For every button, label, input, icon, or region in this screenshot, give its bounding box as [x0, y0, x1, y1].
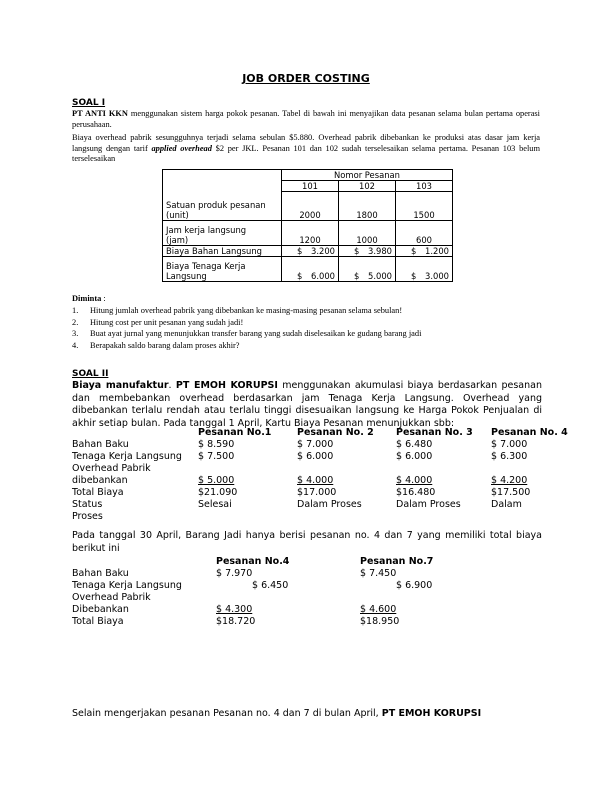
cell-value: 3.200 — [311, 245, 335, 256]
table-cell: $18.720 — [216, 616, 256, 627]
table-cell: $ 6.480 — [396, 439, 433, 450]
diminta-text: Diminta — [72, 294, 102, 303]
row-label: Total Biaya — [72, 616, 124, 627]
table-cell: Dalam Proses — [396, 499, 461, 510]
question-list — [72, 305, 421, 351]
currency-sign: $ — [411, 270, 417, 281]
soal1-para2-italic: applied overhead — [151, 143, 212, 153]
closing-text: Selain mengerjakan pesanan Pesanan no. 4 dan 7 di bulan April, — [72, 708, 379, 719]
soal2-lead: Biaya manufaktur — [72, 380, 169, 391]
row-label: Biaya Bahan Langsung — [163, 245, 282, 256]
april-paragraph: Pada tanggal 30 April, Barang Jadi hanya berisi pesanan no. 4 dan 7 yang memiliki total biaya berikut ini — [72, 530, 542, 554]
row-label-line2: Langsung — [166, 270, 207, 281]
cell-value: 3.000 — [425, 270, 449, 281]
item-number: 1. — [72, 306, 79, 315]
list-item — [72, 305, 421, 317]
soal2-para-text: menggunakan akumulasi biaya berdasarkan pesanan dan membebankan overhead berdasarkan jam Tenaga Kerja Langsung. Overhead yang dibebankan terlalu rendah atau terlalu tinggi disesuaikan langsung ke Harga Pokok Penjualan di akhir setiap bulan. Pada tanggal 1 April, Kartu Biaya Pesanan menunjukkan sbb: — [72, 380, 542, 429]
row-label: Bahan Baku — [72, 568, 129, 579]
table-cell: $ 4.000 — [396, 475, 433, 486]
soal1-heading: SOAL I — [72, 98, 106, 108]
table-cell: $ 4.300 — [216, 604, 253, 615]
row-label-line2: (jam) — [166, 234, 189, 245]
closing-company: PT EMOH KORUPSI — [381, 708, 482, 719]
page-title: JOB ORDER COSTING — [242, 72, 370, 85]
table-cell: $ 4.600 — [360, 604, 397, 615]
table-group-header: Nomor Pesanan — [282, 170, 453, 181]
row-label: Total Biaya — [72, 487, 124, 498]
cell-value: 6.000 — [311, 270, 335, 281]
table-cell: $ 6.000 — [297, 451, 334, 462]
item-text: Hitung jumlah overhead pabrik yang dibebankan ke masing-masing pesanan selama sebulan! — [90, 306, 403, 315]
row-label: Overhead Pabrik — [72, 592, 151, 603]
soal1-para2-post: $2 per JKL. Pesanan 101 dan 102 sudah terselesaikan selama pertama. Pesanan 103 belum terselesaikan — [72, 143, 541, 163]
row-label: Proses — [72, 511, 103, 522]
table-cell — [282, 245, 339, 256]
table-cell: $ 6.450 — [252, 580, 289, 591]
list-item — [72, 340, 421, 352]
table-cell: $ 6.300 — [491, 451, 528, 462]
table-cell — [282, 256, 339, 281]
soal2-paragraph — [72, 380, 542, 430]
soal1-order-table — [162, 169, 453, 282]
item-text: Buat ayat jurnal yang menunjukkan transfer barang yang sudah diselesaikan ke gudang barang jadi — [90, 329, 422, 338]
table-col-header: 101 — [282, 181, 339, 192]
soal1-company: PT ANTI KKN — [72, 109, 128, 118]
soal2-lead-sep: . — [168, 380, 176, 391]
list-item — [72, 317, 421, 329]
table-cell: 1200 — [282, 220, 339, 245]
table-cell: $17.000 — [297, 487, 337, 498]
row-label: Dibebankan — [72, 604, 129, 615]
table-cell: 2000 — [282, 192, 339, 221]
table-cell: 1500 — [396, 192, 453, 221]
table-cell: $ 6.900 — [396, 580, 433, 591]
table-cell: $ 4.200 — [491, 475, 528, 486]
table-row — [163, 192, 453, 221]
table-cell: Dalam Proses — [297, 499, 362, 510]
item-number: 4. — [72, 340, 79, 350]
soal1-intro-text: menggunakan sistem harga pokok pesanan. Tabel di bawah ini menyajikan data pesanan selama bulan pertama operasi perusahaan. — [72, 109, 541, 129]
table-cell: $21.090 — [198, 487, 238, 498]
row-label: Status — [72, 499, 103, 510]
table-cell: $ 7.000 — [491, 439, 528, 450]
closing-paragraph — [72, 708, 542, 721]
col-header: Pesanan No.4 — [216, 556, 290, 567]
currency-sign: $ — [354, 270, 360, 281]
row-label: dibebankan — [72, 475, 128, 486]
table-cell: $ 8.590 — [198, 439, 235, 450]
table-cell: 1000 — [339, 220, 396, 245]
row-label: Overhead Pabrik — [72, 463, 151, 474]
soal1-intro — [72, 109, 540, 130]
table-cell — [396, 245, 453, 256]
col-header: Pesanan No. 2 — [297, 427, 374, 438]
table-cell: $ 7.000 — [297, 439, 334, 450]
row-label-line1: Biaya Tenaga Kerja — [166, 260, 246, 271]
currency-sign: $ — [297, 270, 303, 281]
cell-value: 3.980 — [368, 245, 392, 256]
table-cell: 1800 — [339, 192, 396, 221]
soal2-company: PT EMOH KORUPSI — [175, 380, 278, 391]
col-header: Pesanan No.7 — [360, 556, 434, 567]
row-label: Bahan Baku — [72, 439, 129, 450]
table-cell: $18.950 — [360, 616, 400, 627]
item-number: 3. — [72, 329, 79, 338]
table-cell: Selesai — [198, 499, 232, 510]
currency-sign: $ — [411, 245, 417, 256]
row-label: Tenaga Kerja Langsung — [72, 580, 182, 591]
diminta-label: Diminta : — [72, 294, 106, 303]
col-header: Pesanan No.1 — [198, 427, 272, 438]
table-col-header: 102 — [339, 181, 396, 192]
table-cell: $ 6.000 — [396, 451, 433, 462]
table-cell: $16.480 — [396, 487, 436, 498]
table-row — [163, 220, 453, 245]
table-cell: $ 7.450 — [360, 568, 397, 579]
item-number: 2. — [72, 317, 79, 327]
table-cell — [339, 245, 396, 256]
table-cell: $ 7.500 — [198, 451, 235, 462]
table-cell: $ 7.970 — [216, 568, 253, 579]
table-cell: Dalam — [491, 499, 522, 510]
table-cell: 600 — [396, 220, 453, 245]
col-header: Pesanan No. 4 — [491, 427, 568, 438]
table-cell: $17.500 — [491, 487, 531, 498]
item-text: Berapakah saldo barang dalam proses akhir? — [90, 340, 240, 350]
list-item — [72, 328, 421, 340]
col-header: Pesanan No. 3 — [396, 427, 473, 438]
row-label-line1: Satuan produk pesanan — [166, 199, 266, 210]
table-col-header: 103 — [396, 181, 453, 192]
table-cell — [339, 256, 396, 281]
currency-sign: $ — [297, 245, 303, 256]
soal1-para2-pre: Biaya overhead pabrik sesungguhnya terjadi selama sebulan $5.880. Overhead pabrik dibebankan ke produksi atas dasar jam kerja langsung dengan tarif — [72, 133, 540, 153]
table-cell: $ 5.000 — [198, 475, 235, 486]
item-text: Hitung cost per unit pesanan yang sudah jadi! — [90, 317, 244, 327]
row-label — [163, 220, 282, 245]
table-corner-cell — [163, 170, 282, 192]
soal2-heading: SOAL II — [72, 369, 109, 379]
table-row — [163, 256, 453, 281]
row-label-line1: Jam kerja langsung — [166, 224, 247, 235]
cell-value: 5.000 — [368, 270, 392, 281]
row-label — [163, 256, 282, 281]
table-cell: $ 4.000 — [297, 475, 334, 486]
table-row — [163, 245, 453, 256]
row-label — [163, 192, 282, 221]
table-cell — [396, 256, 453, 281]
currency-sign: $ — [354, 245, 360, 256]
row-label-line2: (unit) — [166, 209, 189, 220]
soal1-paragraph-2 — [72, 133, 540, 165]
cell-value: 1.200 — [425, 245, 449, 256]
row-label: Tenaga Kerja Langsung — [72, 451, 182, 462]
